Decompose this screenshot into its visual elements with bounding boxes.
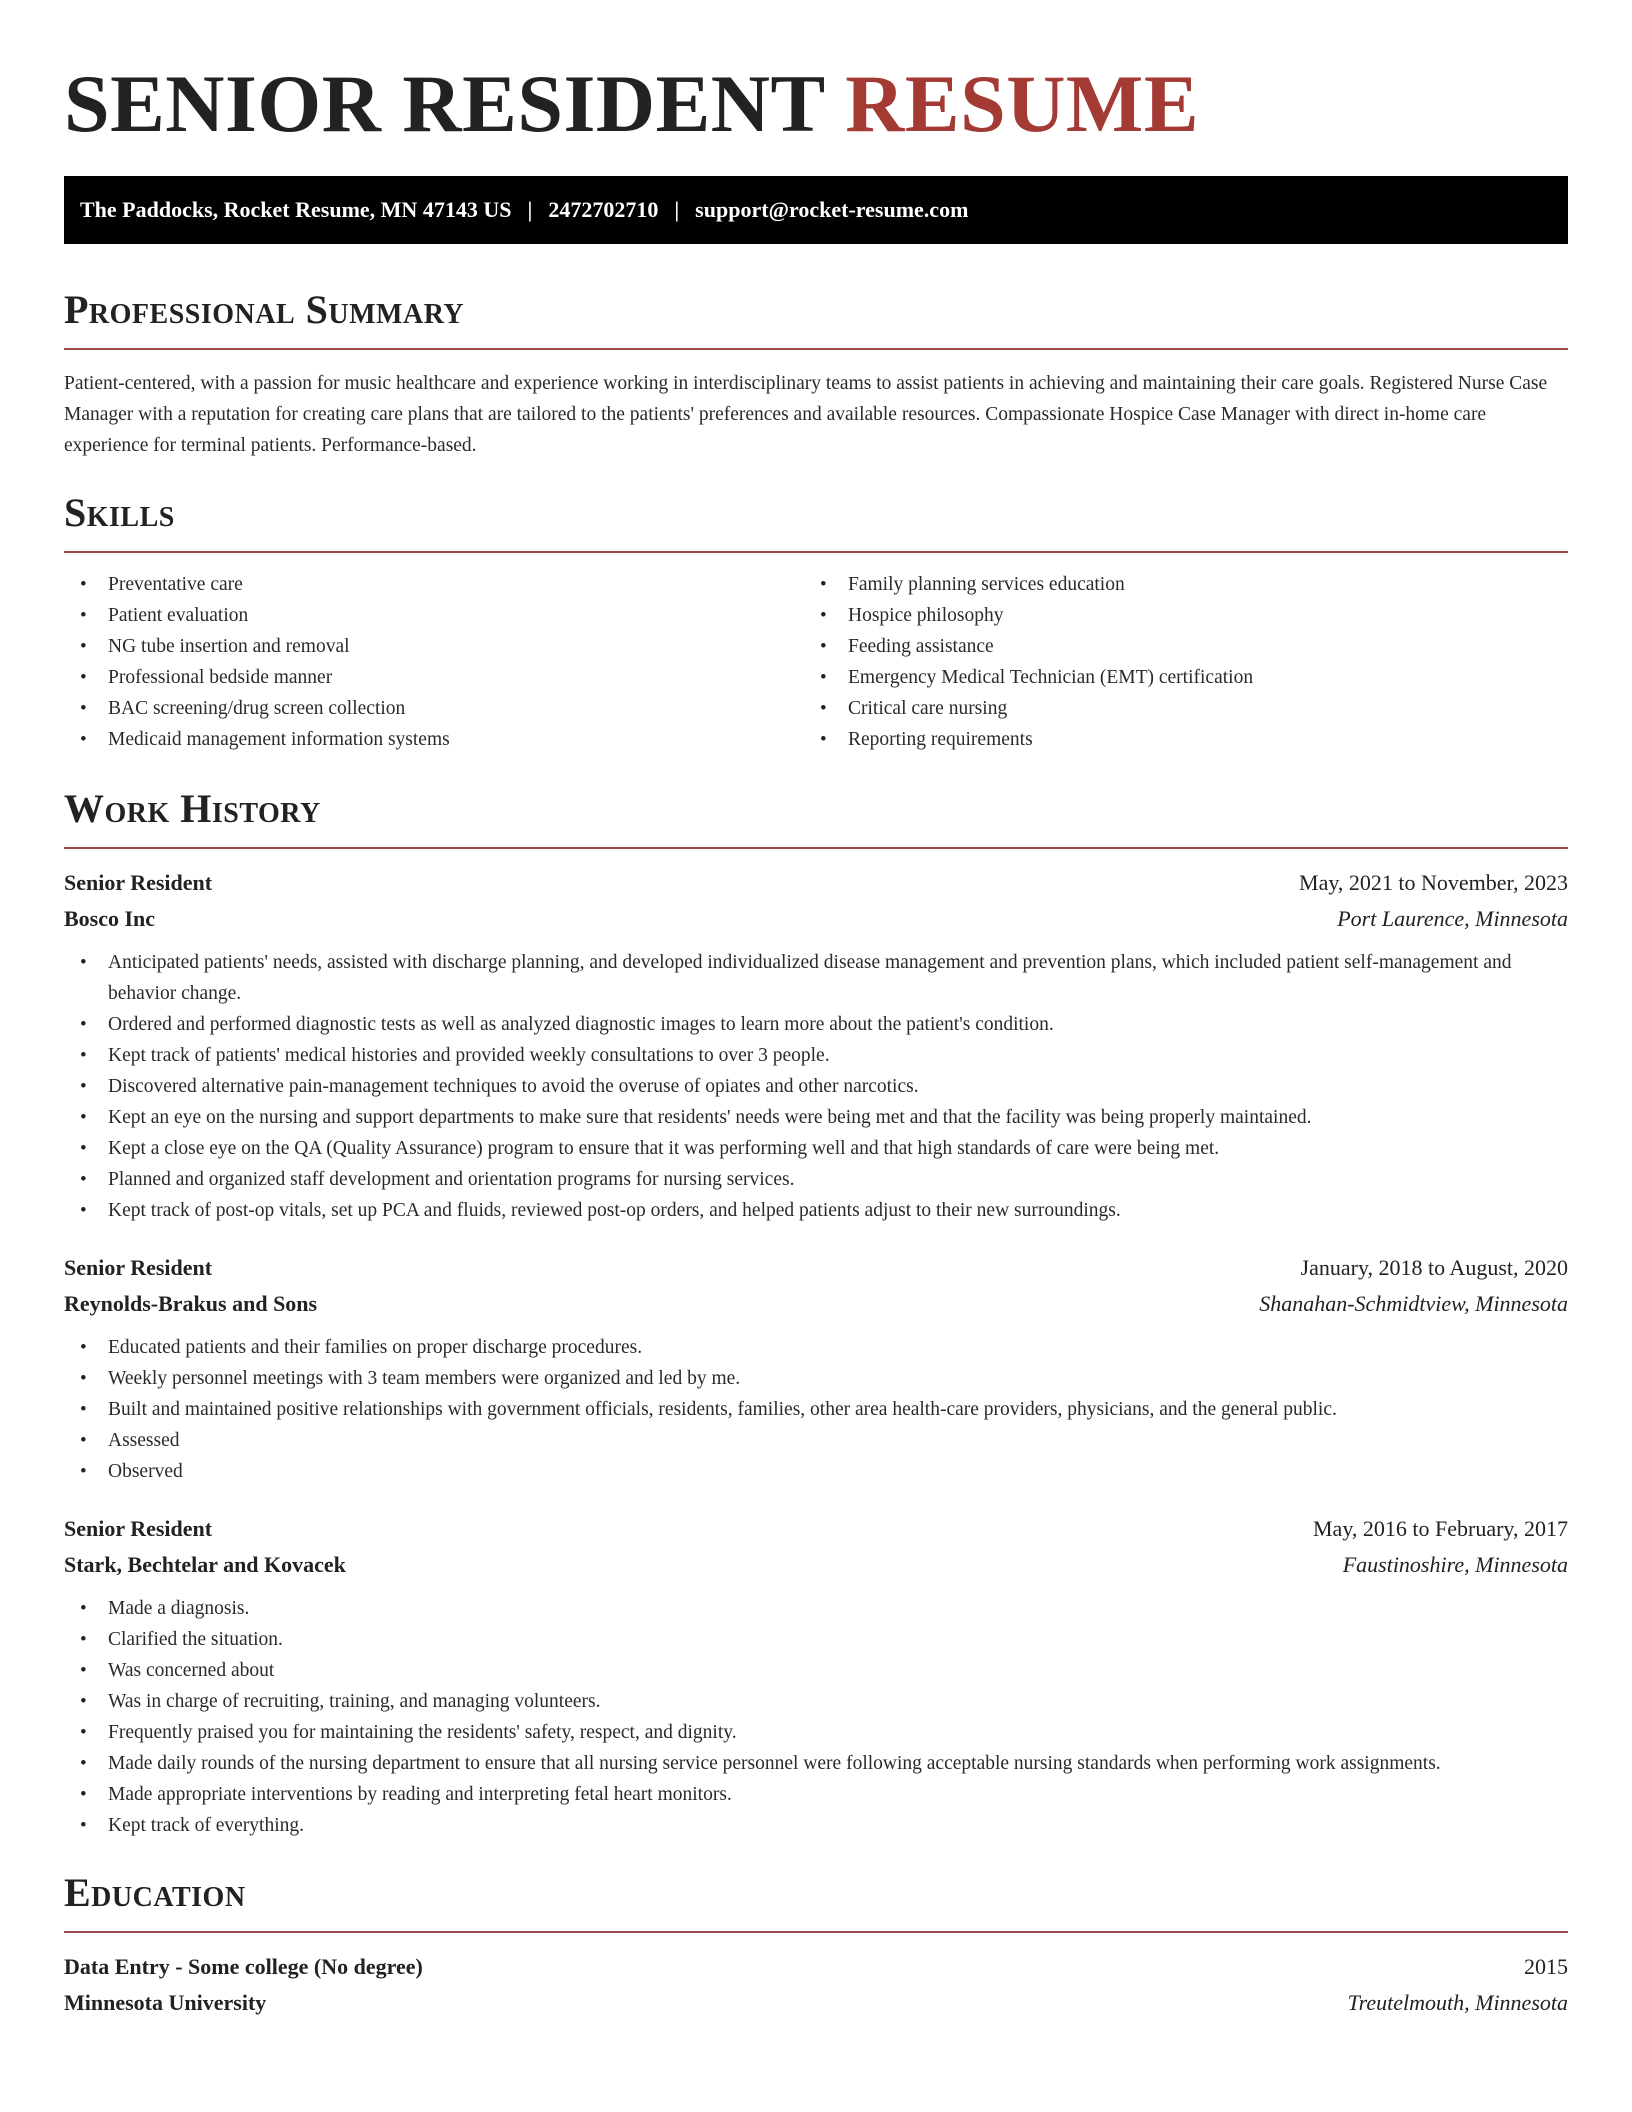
job-bullet: • Kept an eye on the nursing and support departments to make sure that residents' needs were being met and that the facility was being properly maintained. <box>64 1102 1568 1133</box>
job-bullet: • Was in charge of recruiting, training, and managing volunteers. <box>64 1686 1568 1717</box>
skill-item: • NG tube insertion and removal <box>64 631 804 662</box>
job-bullets <box>64 1593 1568 1841</box>
section-divider <box>64 348 1568 350</box>
job-title: Senior Resident <box>64 1255 213 1280</box>
job-location: Port Laurence, Minnesota <box>1337 906 1568 931</box>
work-history-heading: Work History <box>64 786 321 831</box>
skill-item: • Emergency Medical Technician (EMT) certification <box>804 662 1544 693</box>
skill-item: • Family planning services education <box>804 569 1544 600</box>
job-bullet: • Weekly personnel meetings with 3 team members were organized and led by me. <box>64 1363 1568 1394</box>
education-degree-row <box>64 1949 1568 1985</box>
job-bullet: • Built and maintained positive relationships with government officials, residents, families, other area health-care providers, physicians, and the general public. <box>64 1394 1568 1425</box>
job-bullet: • Planned and organized staff development and orientation programs for nursing services. <box>64 1164 1568 1195</box>
skills-heading: Skills <box>64 490 175 535</box>
summary-text: Patient-centered, with a passion for music healthcare and experience working in interdisciplinary teams to assist patients in achieving and maintaining their care goals. Registered Nurse Case Manager with a reputation for creating care plans that are tailored to the patients' preferences and available resources. Compassionate Hospice Case Manager with direct in-home care experience for terminal patients. Performance-based. <box>64 373 1548 456</box>
job-bullet: • Was concerned about <box>64 1655 1568 1686</box>
education-heading: Education <box>64 1870 246 1915</box>
job-title: Senior Resident <box>64 1516 213 1541</box>
skills-section <box>64 491 1568 755</box>
job-entry <box>64 1511 1568 1841</box>
job-location: Faustinoshire, Minnesota <box>1342 1552 1568 1577</box>
job-bullet: • Kept track of post-op vitals, set up PCA and fluids, reviewed post-op orders, and helped patients adjust to their new surroundings. <box>64 1195 1568 1226</box>
contact-email: support@rocket-resume.com <box>695 197 969 222</box>
skills-columns <box>64 569 1568 755</box>
skill-item: • BAC screening/drug screen collection <box>64 693 804 724</box>
contact-phone: 2472702710 <box>548 197 659 222</box>
education-school: Minnesota University <box>64 1990 267 2015</box>
education-degree: Data Entry - Some college (No degree) <box>64 1954 423 1979</box>
job-company: Stark, Bechtelar and Kovacek <box>64 1552 346 1577</box>
skill-item: • Patient evaluation <box>64 600 804 631</box>
skill-item: • Hospice philosophy <box>804 600 1544 631</box>
job-header-row <box>64 1250 1568 1286</box>
job-bullet: • Observed <box>64 1456 1568 1487</box>
contact-address: The Paddocks, Rocket Resume, MN 47143 US <box>80 197 512 222</box>
job-company: Reynolds-Brakus and Sons <box>64 1291 318 1316</box>
skills-list-left <box>64 569 804 755</box>
job-bullet: • Made a diagnosis. <box>64 1593 1568 1624</box>
job-company-row <box>64 1547 1568 1583</box>
skill-item: • Critical care nursing <box>804 693 1544 724</box>
job-bullet: • Educated patients and their families on proper discharge procedures. <box>64 1332 1568 1363</box>
education-location: Treutelmouth, Minnesota <box>1347 1990 1568 2015</box>
skill-item: • Preventative care <box>64 569 804 600</box>
skill-item: • Professional bedside manner <box>64 662 804 693</box>
education-section <box>64 1871 1568 2021</box>
job-bullet: • Made appropriate interventions by reading and interpreting fetal heart monitors. <box>64 1779 1568 1810</box>
job-dates: May, 2016 to February, 2017 <box>1313 1516 1568 1541</box>
summary-heading: Professional Summary <box>64 287 465 332</box>
education-year: 2015 <box>1524 1954 1568 1979</box>
section-divider <box>64 551 1568 553</box>
summary-section <box>64 288 1568 461</box>
skill-item: • Medicaid management information systems <box>64 724 804 755</box>
job-bullet: • Frequently praised you for maintaining the residents' safety, respect, and dignity. <box>64 1717 1568 1748</box>
job-bullet: • Assessed <box>64 1425 1568 1456</box>
job-bullets <box>64 947 1568 1226</box>
skills-list-right <box>804 569 1544 755</box>
job-header-row <box>64 865 1568 901</box>
job-bullet: • Kept track of everything. <box>64 1810 1568 1841</box>
job-company-row <box>64 901 1568 937</box>
job-location: Shanahan-Schmidtview, Minnesota <box>1259 1291 1568 1316</box>
skill-item: • Feeding assistance <box>804 631 1544 662</box>
job-entry <box>64 1250 1568 1487</box>
job-bullet: • Kept track of patients' medical histories and provided weekly consultations to over 3 people. <box>64 1040 1568 1071</box>
job-entry <box>64 865 1568 1226</box>
education-school-row <box>64 1985 1568 2021</box>
job-dates: May, 2021 to November, 2023 <box>1299 870 1568 895</box>
job-bullet: • Anticipated patients' needs, assisted with discharge planning, and developed individualized disease management and prevention plans, which included patient self-management and behavior change. <box>64 947 1568 1009</box>
title-accent: RESUME <box>845 58 1200 149</box>
skill-item: • Reporting requirements <box>804 724 1544 755</box>
job-bullet: • Discovered alternative pain-management techniques to avoid the overuse of opiates and other narcotics. <box>64 1071 1568 1102</box>
job-company-row <box>64 1286 1568 1322</box>
job-dates: January, 2018 to August, 2020 <box>1300 1255 1568 1280</box>
contact-separator: | <box>674 197 680 222</box>
job-bullet: • Clarified the situation. <box>64 1624 1568 1655</box>
education-entry <box>64 1949 1568 2021</box>
job-bullets <box>64 1332 1568 1487</box>
work-history-section <box>64 787 1568 1841</box>
section-divider <box>64 1931 1568 1933</box>
job-bullet: • Ordered and performed diagnostic tests as well as analyzed diagnostic images to learn more about the patient's condition. <box>64 1009 1568 1040</box>
job-bullet: • Kept a close eye on the QA (Quality Assurance) program to ensure that it was performing well and that high standards of care were being met. <box>64 1133 1568 1164</box>
contact-separator: | <box>527 197 533 222</box>
job-title: Senior Resident <box>64 870 213 895</box>
job-company: Bosco Inc <box>64 906 156 931</box>
job-bullet: • Made daily rounds of the nursing department to ensure that all nursing service personnel were following acceptable nursing standards when performing work assignments. <box>64 1748 1568 1779</box>
section-divider <box>64 847 1568 849</box>
title-main: SENIOR RESIDENT <box>64 58 825 149</box>
contact-bar <box>64 176 1568 244</box>
resume-title <box>64 0 1568 148</box>
job-header-row <box>64 1511 1568 1547</box>
